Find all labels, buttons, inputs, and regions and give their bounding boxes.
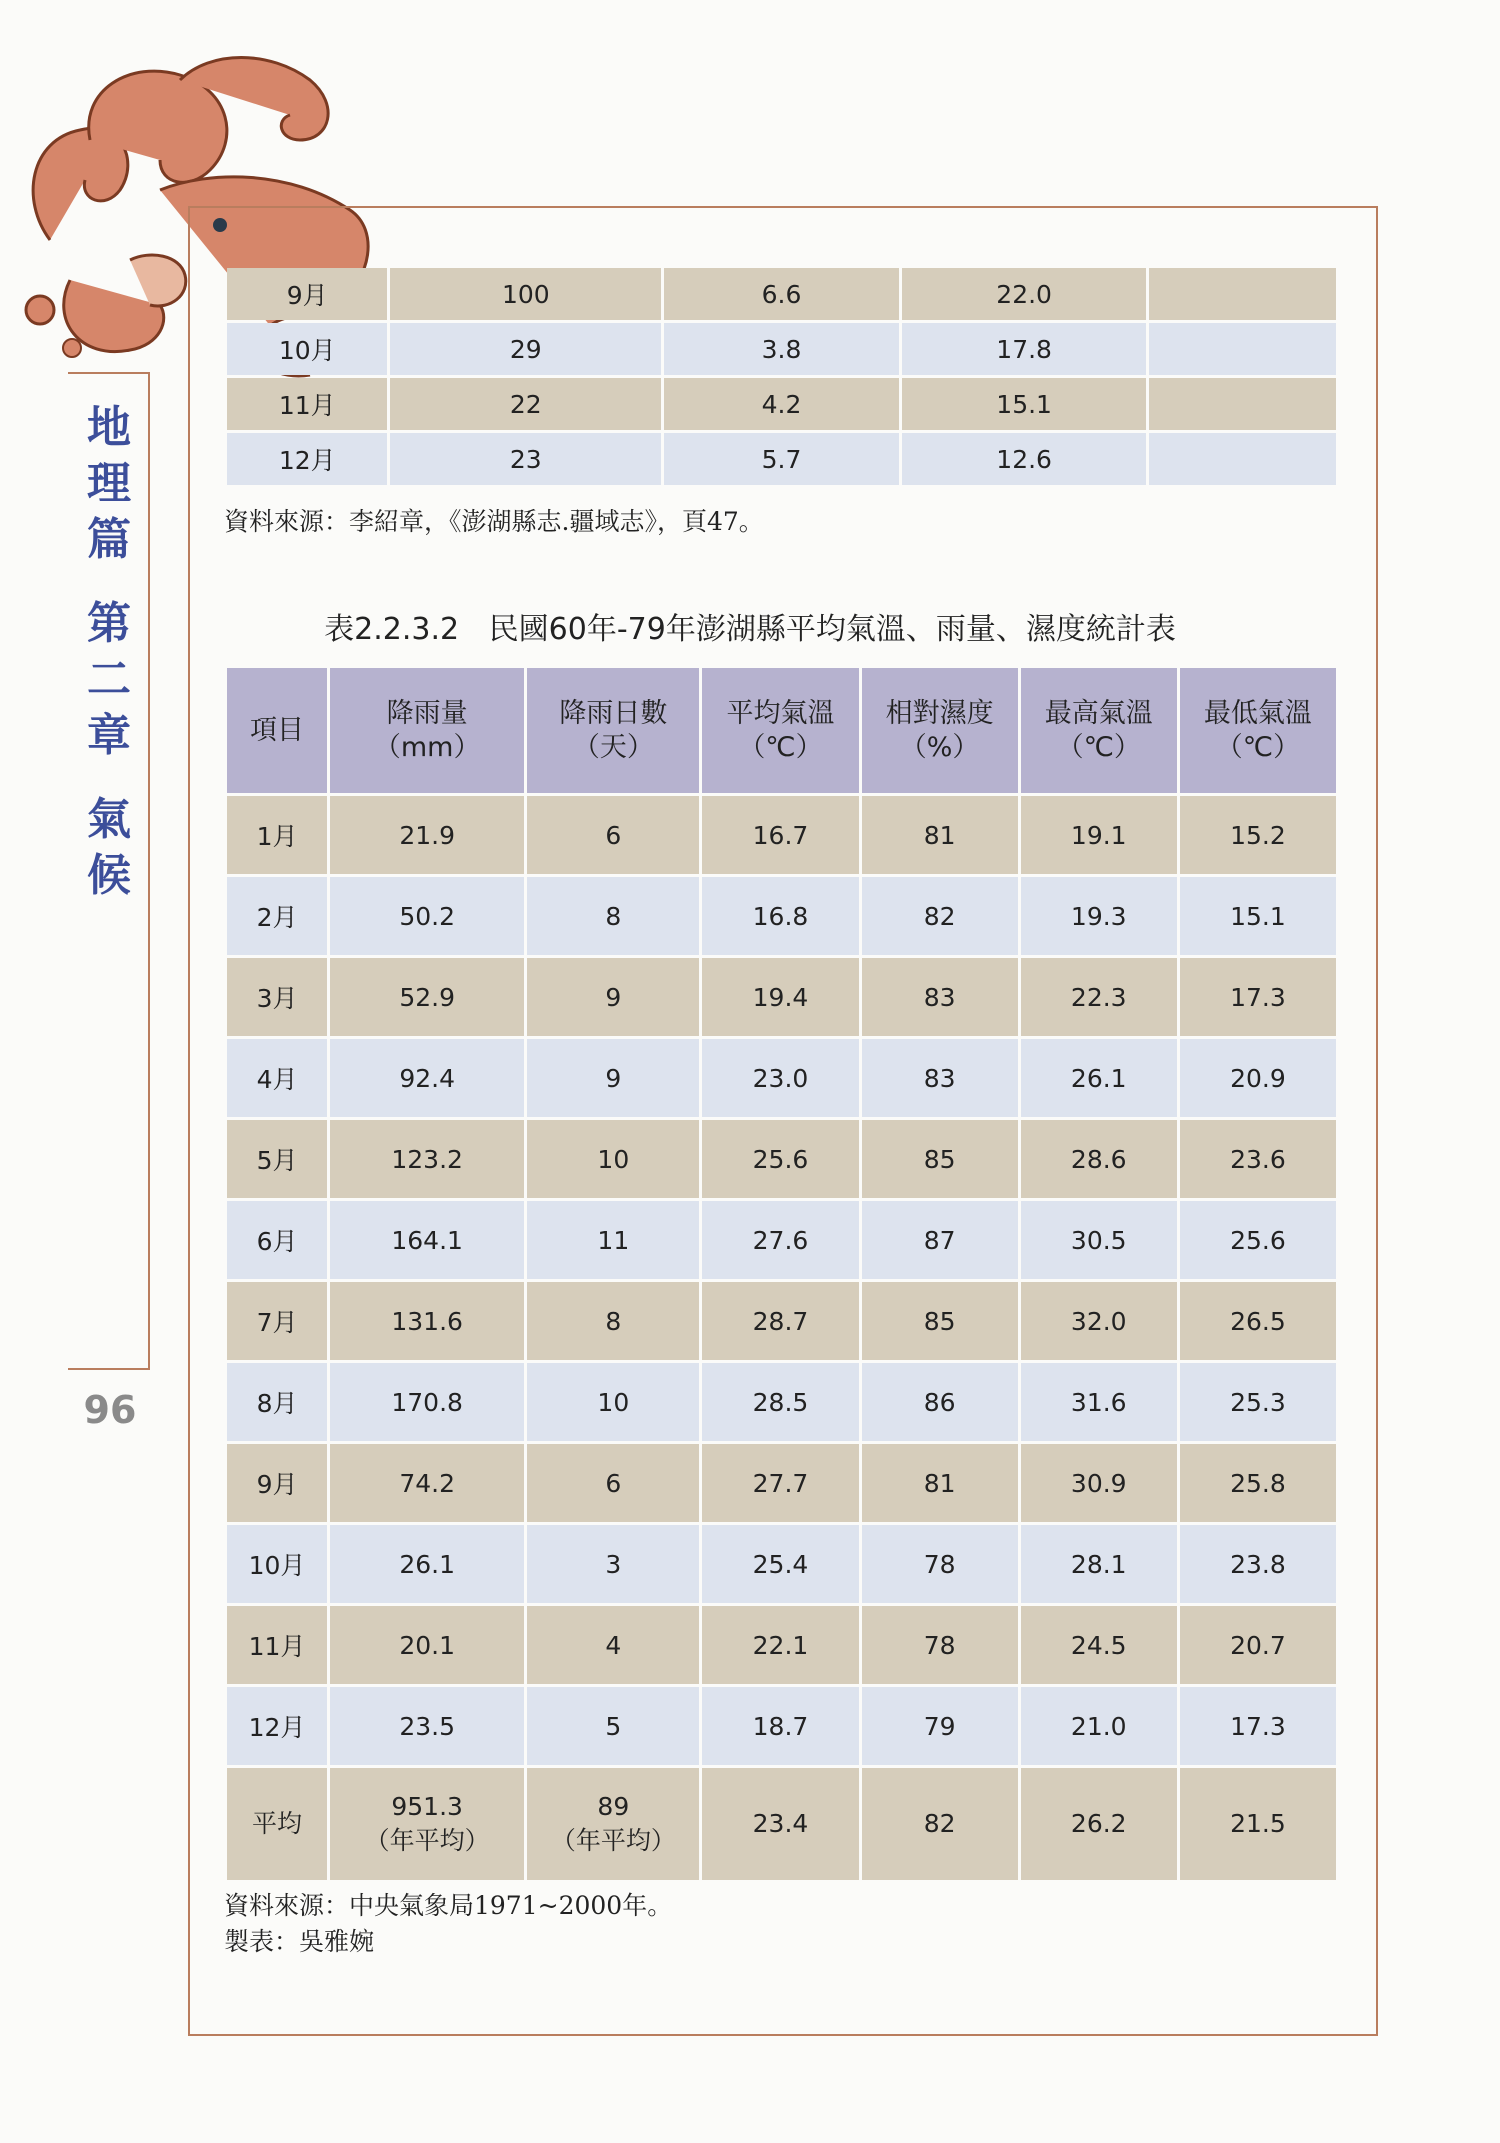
table-cell: 9 xyxy=(527,1039,699,1117)
table-cell: 86 xyxy=(862,1363,1018,1441)
month-cell: 1月 xyxy=(227,796,327,874)
table-cell: 21.9 xyxy=(330,796,524,874)
table-cell: 28.1 xyxy=(1021,1525,1177,1603)
table-cell: 6 xyxy=(527,1444,699,1522)
table-cell: 17.3 xyxy=(1180,958,1336,1036)
table-cell: 16.8 xyxy=(702,877,858,955)
chapter-char: 第 xyxy=(87,598,131,649)
table-cell: 19.1 xyxy=(1021,796,1177,874)
table-cell: 26.5 xyxy=(1180,1282,1336,1360)
table-cell: 26.2 xyxy=(1021,1768,1177,1880)
table-cell: 18.7 xyxy=(702,1687,858,1765)
table-cell: 951.3 （年平均） xyxy=(330,1768,524,1880)
column-header: 最高氣溫 （℃） xyxy=(1021,668,1177,793)
table-row xyxy=(227,1201,1336,1279)
table-cell: 11月 xyxy=(227,378,387,430)
column-header: 相對濕度 （%） xyxy=(862,668,1018,793)
table-row xyxy=(227,1363,1336,1441)
table-cell: 25.6 xyxy=(1180,1201,1336,1279)
table-cell: 78 xyxy=(862,1606,1018,1684)
table-cell: 15.1 xyxy=(902,378,1147,430)
table-cell: 5 xyxy=(527,1687,699,1765)
table-cell: 19.4 xyxy=(702,958,858,1036)
table-cell: 21.5 xyxy=(1180,1768,1336,1880)
table-cell: 9月 xyxy=(227,268,387,320)
table-cell: 83 xyxy=(862,1039,1018,1117)
table-cell: 10 xyxy=(527,1363,699,1441)
table-cell: 11 xyxy=(527,1201,699,1279)
table-cell: 27.7 xyxy=(702,1444,858,1522)
table-cell: 87 xyxy=(862,1201,1018,1279)
table-row xyxy=(227,378,1336,430)
table-cell: 28.7 xyxy=(702,1282,858,1360)
table-cell: 20.7 xyxy=(1180,1606,1336,1684)
column-header: 降雨日數 （天） xyxy=(527,668,699,793)
previous-table-source: 資料來源：李紹章，《澎湖縣志.疆域志》，頁47。 xyxy=(224,507,764,536)
table-header-row xyxy=(227,668,1336,793)
column-header: 降雨量 （mm） xyxy=(330,668,524,793)
table-row xyxy=(227,323,1336,375)
maker-text: 製表：吳雅婉 xyxy=(224,1927,375,1956)
table-row xyxy=(227,1525,1336,1603)
table-source xyxy=(224,1888,672,1960)
table-cell: 23.6 xyxy=(1180,1120,1336,1198)
table-cell: 6.6 xyxy=(664,268,899,320)
table-cell: 89 （年平均） xyxy=(527,1768,699,1880)
table-cell: 25.6 xyxy=(702,1120,858,1198)
table-cell: 81 xyxy=(862,796,1018,874)
table-cell: 28.5 xyxy=(702,1363,858,1441)
table-cell: 25.3 xyxy=(1180,1363,1336,1441)
page-number: 96 xyxy=(83,1388,137,1432)
table-row xyxy=(227,1444,1336,1522)
table-cell: 29 xyxy=(390,323,661,375)
table-cell: 23 xyxy=(390,433,661,485)
table-cell: 22.1 xyxy=(702,1606,858,1684)
climate-table xyxy=(224,665,1339,1883)
column-header: 平均氣溫 （℃） xyxy=(702,668,858,793)
table-cell: 25.8 xyxy=(1180,1444,1336,1522)
table-cell: 26.1 xyxy=(1021,1039,1177,1117)
table-cell: 23.4 xyxy=(702,1768,858,1880)
table-cell: 23.5 xyxy=(330,1687,524,1765)
table-cell: 4.2 xyxy=(664,378,899,430)
table-cell: 28.6 xyxy=(1021,1120,1177,1198)
table-cell: 22.3 xyxy=(1021,958,1177,1036)
table-cell xyxy=(1149,268,1336,320)
table-row xyxy=(227,1606,1336,1684)
chapter-char: 章 xyxy=(87,710,131,761)
part-char: 地 xyxy=(87,402,131,453)
table-row xyxy=(227,877,1336,955)
table-cell: 22 xyxy=(390,378,661,430)
source-text: 資料來源：中央氣象局1971~2000年。 xyxy=(224,1891,673,1920)
table-cell: 17.3 xyxy=(1180,1687,1336,1765)
table-cell: 6 xyxy=(527,796,699,874)
table-cell: 131.6 xyxy=(330,1282,524,1360)
table-cell: 78 xyxy=(862,1525,1018,1603)
average-row xyxy=(227,1768,1336,1880)
table-cell: 82 xyxy=(862,1768,1018,1880)
table-cell: 81 xyxy=(862,1444,1018,1522)
topic-char: 氣 xyxy=(87,794,131,845)
table-cell: 92.4 xyxy=(330,1039,524,1117)
table-row xyxy=(227,958,1336,1036)
table-cell: 85 xyxy=(862,1120,1018,1198)
table-cell: 3 xyxy=(527,1525,699,1603)
table-cell: 23.8 xyxy=(1180,1525,1336,1603)
table-cell: 20.1 xyxy=(330,1606,524,1684)
table-cell: 32.0 xyxy=(1021,1282,1177,1360)
month-cell: 12月 xyxy=(227,1687,327,1765)
table-cell: 10月 xyxy=(227,323,387,375)
average-label: 平均 xyxy=(227,1768,327,1880)
table-cell: 12.6 xyxy=(902,433,1147,485)
table-cell: 164.1 xyxy=(330,1201,524,1279)
table-cell: 9 xyxy=(527,958,699,1036)
table-cell: 4 xyxy=(527,1606,699,1684)
table-cell: 85 xyxy=(862,1282,1018,1360)
table-cell: 8 xyxy=(527,1282,699,1360)
table-cell xyxy=(1149,323,1336,375)
part-char: 理 xyxy=(87,458,131,509)
column-header: 最低氣溫 （℃） xyxy=(1180,668,1336,793)
month-cell: 5月 xyxy=(227,1120,327,1198)
table-cell: 17.8 xyxy=(902,323,1147,375)
table-cell: 22.0 xyxy=(902,268,1147,320)
topic-char: 候 xyxy=(87,850,131,901)
table-cell: 5.7 xyxy=(664,433,899,485)
table-cell: 10 xyxy=(527,1120,699,1198)
table-cell xyxy=(1149,433,1336,485)
table-row xyxy=(227,1039,1336,1117)
table-caption xyxy=(0,604,1500,648)
table-cell xyxy=(1149,378,1336,430)
table-row xyxy=(227,433,1336,485)
table-cell: 170.8 xyxy=(330,1363,524,1441)
table-row xyxy=(227,268,1336,320)
table-cell: 79 xyxy=(862,1687,1018,1765)
chapter-char: 二 xyxy=(87,654,131,705)
table-cell: 20.9 xyxy=(1180,1039,1336,1117)
month-cell: 6月 xyxy=(227,1201,327,1279)
table-cell: 19.3 xyxy=(1021,877,1177,955)
month-cell: 11月 xyxy=(227,1606,327,1684)
column-header: 項目 xyxy=(227,668,327,793)
table-row xyxy=(227,1282,1336,1360)
table-cell: 8 xyxy=(527,877,699,955)
month-cell: 10月 xyxy=(227,1525,327,1603)
table-cell: 3.8 xyxy=(664,323,899,375)
previous-table xyxy=(224,265,1339,488)
table-cell: 15.2 xyxy=(1180,796,1336,874)
month-cell: 4月 xyxy=(227,1039,327,1117)
table-cell: 100 xyxy=(390,268,661,320)
month-cell: 2月 xyxy=(227,877,327,955)
month-cell: 7月 xyxy=(227,1282,327,1360)
table-cell: 25.4 xyxy=(702,1525,858,1603)
table-row xyxy=(227,796,1336,874)
part-char: 篇 xyxy=(87,514,131,565)
table-cell: 123.2 xyxy=(330,1120,524,1198)
table-cell: 16.7 xyxy=(702,796,858,874)
table-cell: 27.6 xyxy=(702,1201,858,1279)
table-cell: 23.0 xyxy=(702,1039,858,1117)
table-cell: 15.1 xyxy=(1180,877,1336,955)
table-cell: 31.6 xyxy=(1021,1363,1177,1441)
table-cell: 21.0 xyxy=(1021,1687,1177,1765)
table-cell: 30.5 xyxy=(1021,1201,1177,1279)
table-cell: 26.1 xyxy=(330,1525,524,1603)
chapter-label xyxy=(78,400,140,904)
table-cell: 83 xyxy=(862,958,1018,1036)
table-cell: 74.2 xyxy=(330,1444,524,1522)
month-cell: 8月 xyxy=(227,1363,327,1441)
table-row xyxy=(227,1687,1336,1765)
table-cell: 50.2 xyxy=(330,877,524,955)
month-cell: 3月 xyxy=(227,958,327,1036)
table-cell: 82 xyxy=(862,877,1018,955)
table-cell: 12月 xyxy=(227,433,387,485)
table-cell: 52.9 xyxy=(330,958,524,1036)
table-cell: 30.9 xyxy=(1021,1444,1177,1522)
table-number: 表2.2.3.2 xyxy=(324,612,460,647)
table-row xyxy=(227,1120,1336,1198)
table-cell: 24.5 xyxy=(1021,1606,1177,1684)
table-title: 民國60年-79年澎湖縣平均氣溫、雨量、濕度統計表 xyxy=(488,612,1176,647)
month-cell: 9月 xyxy=(227,1444,327,1522)
